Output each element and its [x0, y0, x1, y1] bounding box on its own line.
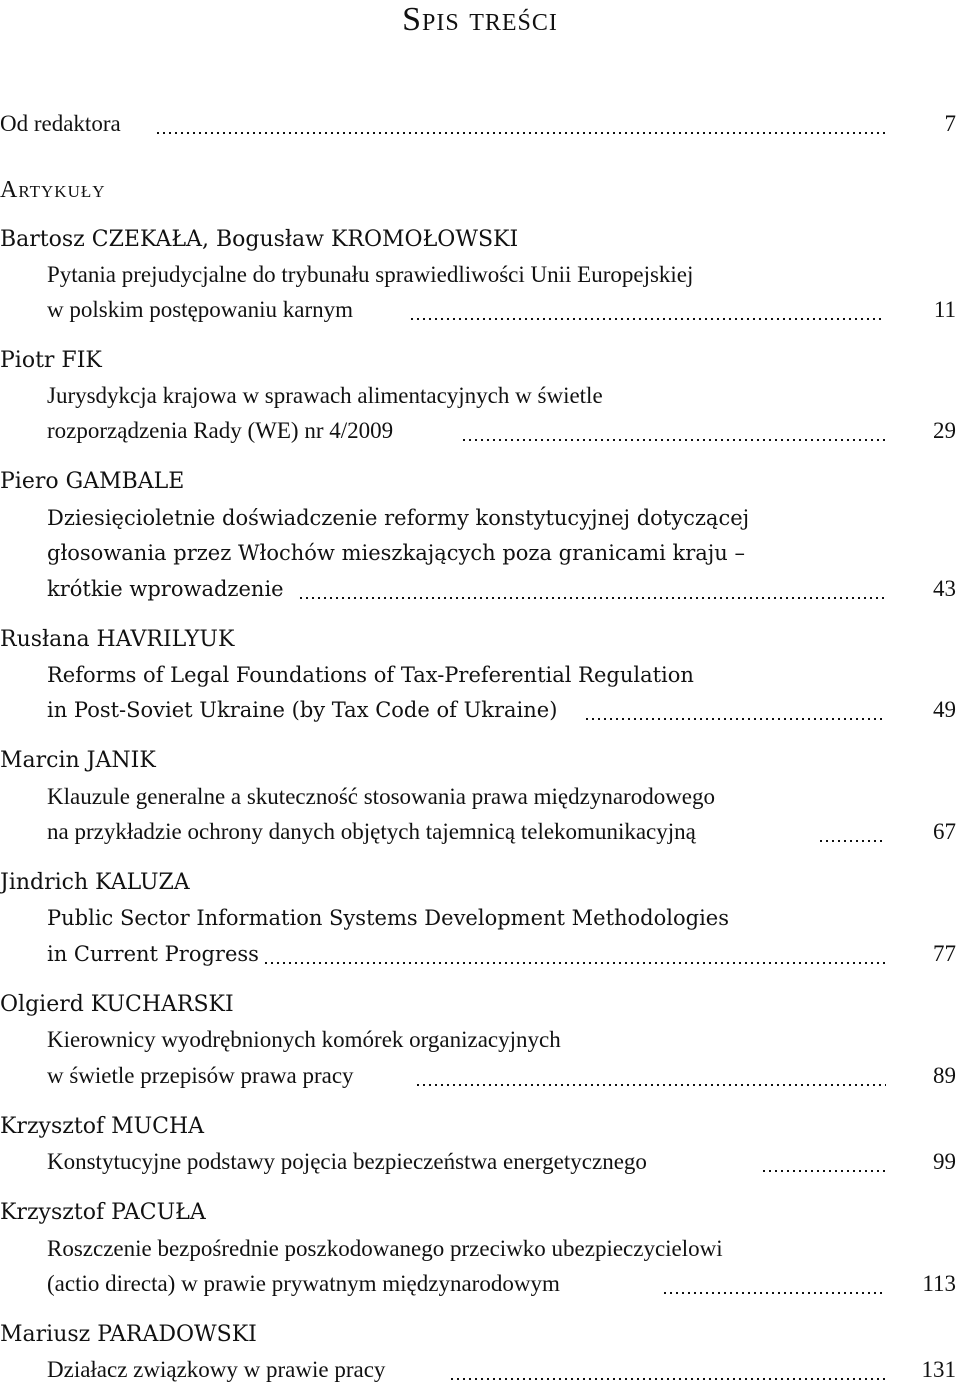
toc-author: [0, 744, 960, 780]
toc-page-number: 7: [944, 111, 956, 136]
article-title-last-line: na przykładzie ochrony danych objętych tajemnicą telekomunikacyjną: [47, 819, 696, 844]
article-title-last-line: Działacz związkowy w prawie pracy: [47, 1357, 386, 1382]
article-title-last-line: Konstytucyjne podstawy pojęcia bezpieczeństwa energetycznego: [47, 1149, 647, 1174]
article-title-last-line: w polskim postępowaniu karnym: [47, 297, 353, 322]
dot-leader: [157, 132, 885, 134]
article-title-line: Dziesięcioletnie doświadczenie reformy konstytucyjnej dotyczącej: [47, 506, 750, 530]
author-name: Olgierd KUCHARSKI: [0, 992, 234, 1017]
toc-title-last-line: [0, 1353, 960, 1389]
toc-author: [0, 623, 960, 659]
toc-title-line: [0, 901, 960, 937]
article-title-last-line: in Current Progress: [47, 942, 259, 966]
toc-title-last-line: [0, 1267, 960, 1303]
dot-leader: [586, 718, 886, 720]
toc-author: [0, 1318, 960, 1354]
toc-title-last-line: [0, 572, 960, 608]
toc-title-last-line: [0, 1145, 960, 1181]
article-title-line: Roszczenie bezpośrednie poszkodowanego przeciwko ubezpieczycielowi: [47, 1236, 723, 1261]
author-name: Krzysztof MUCHA: [0, 1114, 205, 1139]
toc-author: [0, 344, 960, 380]
article-title-last-line: w świetle przepisów prawa pracy: [47, 1063, 354, 1088]
toc-title-last-line: [0, 414, 960, 450]
toc-author: [0, 988, 960, 1024]
toc-title-line: [0, 258, 960, 294]
article-title-last-line: in Post-Soviet Ukraine (by Tax Code of Ukraine): [47, 698, 558, 722]
toc-page-number: 49: [933, 697, 956, 722]
toc-page-number: 89: [933, 1063, 956, 1088]
author-name: Marcin JANIK: [0, 748, 156, 773]
article-title-line: Public Sector Information Systems Development Methodologies: [47, 906, 729, 930]
toc-author: [0, 465, 960, 501]
toc-title-last-line: [0, 937, 960, 973]
dot-leader: [300, 597, 886, 599]
toc-title-line: [0, 658, 960, 694]
toc-section: [0, 173, 960, 209]
toc-title-last-line: [0, 693, 960, 729]
toc-author: [0, 1196, 960, 1232]
toc-page-number: 99: [933, 1149, 956, 1174]
article-title-line: Jurysdykcja krajowa w sprawach alimentacyjnych w świetle: [47, 383, 603, 408]
article-title-line: Klauzule generalne a skuteczność stosowania prawa międzynarodowego: [47, 784, 716, 809]
author-name: Jindrich KALUZA: [0, 870, 190, 895]
toc-title-line: [0, 501, 960, 537]
dot-leader: [820, 840, 886, 842]
toc-title-last-line: [0, 815, 960, 851]
dot-leader: [664, 1292, 886, 1294]
dot-leader: [417, 1084, 886, 1086]
toc-page-number: 77: [933, 941, 956, 966]
article-title-last-line: krótkie wprowadzenie: [47, 577, 284, 601]
author-name: Piero GAMBALE: [0, 469, 185, 494]
author-name: Mariusz PARADOWSKI: [0, 1322, 257, 1347]
article-title-line: Pytania prejudycjalne do trybunału sprawiedliwości Unii Europejskiej: [47, 262, 694, 287]
dot-leader: [451, 1378, 886, 1380]
toc-title-line: [0, 536, 960, 572]
toc-title-last-line: [0, 293, 960, 329]
dot-leader: [763, 1170, 886, 1172]
dot-leader: [265, 962, 886, 964]
toc-author: [0, 1110, 960, 1146]
article-title-last-line: (actio directa) w prawie prywatnym międzynarodowym: [47, 1271, 560, 1296]
author-name: Krzysztof PACUŁA: [0, 1200, 206, 1225]
toc-entry: [0, 107, 960, 143]
author-name: Piotr FIK: [0, 348, 102, 373]
article-title-line: Kierownicy wyodrębnionych komórek organizacyjnych: [47, 1027, 561, 1052]
toc-page-number: 29: [933, 418, 956, 443]
page-title: Spis treści: [402, 1, 558, 38]
article-title-last-line: rozporządzenia Rady (WE) nr 4/2009: [47, 418, 394, 443]
toc-entry-text: Od redaktora: [0, 111, 121, 136]
toc-page-number: 67: [933, 819, 956, 844]
dot-leader: [463, 439, 886, 441]
toc-author: [0, 223, 960, 259]
article-title-line: głosowania przez Włochów mieszkających poza granicami kraju –: [47, 541, 746, 565]
toc-title-line: [0, 1023, 960, 1059]
author-name: Bartosz CZEKAŁA, Bogusław KROMOŁOWSKI: [0, 227, 519, 252]
author-name: Rusłana HAVRILYUK: [0, 627, 235, 652]
toc-title-line: [0, 780, 960, 816]
toc-title-line: [0, 379, 960, 415]
toc-author: [0, 866, 960, 902]
section-heading: Artykuły: [0, 177, 106, 203]
dot-leader: [411, 318, 885, 320]
toc-page-number: 11: [933, 297, 956, 322]
article-title-line: Reforms of Legal Foundations of Tax-Preferential Regulation: [47, 663, 694, 687]
toc-page-number: 113: [922, 1271, 956, 1296]
toc-page-number: 43: [933, 576, 956, 601]
toc-title-last-line: [0, 1059, 960, 1095]
toc-title-line: [0, 1232, 960, 1268]
toc-page-number: 131: [921, 1357, 956, 1382]
